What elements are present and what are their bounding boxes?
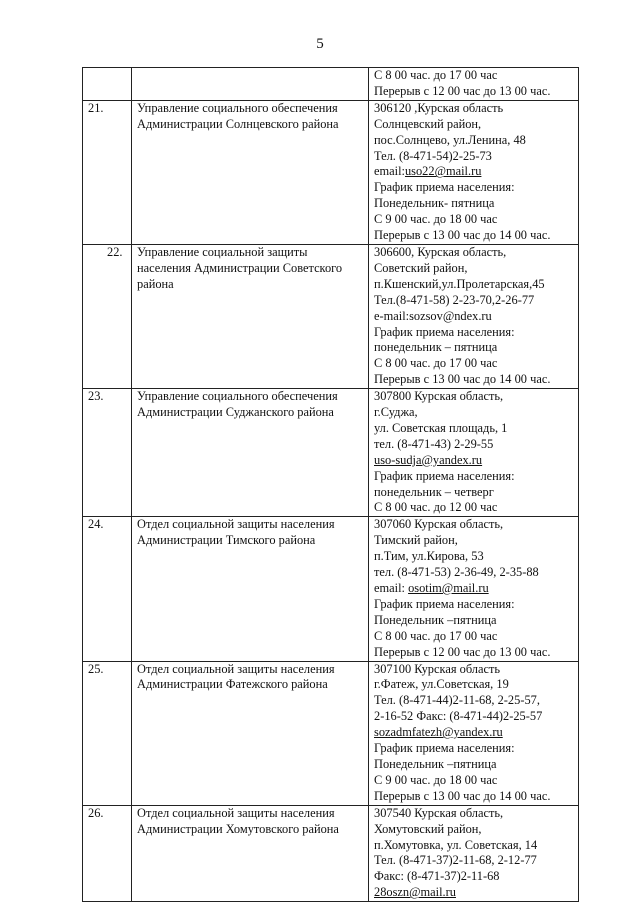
- contact-line: График приема населения:: [374, 180, 515, 195]
- contact-line: 307540 Курская область,: [374, 805, 504, 820]
- organization-name-line: района: [137, 276, 174, 291]
- email-line: [374, 453, 574, 469]
- organization-name-line: Отдел социальной защиты населения: [137, 517, 335, 532]
- table-row: [83, 517, 579, 661]
- contact-details: [369, 100, 579, 244]
- organization-name-line: Администрации Солнцевского района: [137, 116, 339, 131]
- table-row: [83, 389, 579, 517]
- contact-line: Солнцевский район,: [374, 116, 482, 131]
- organization-name-line: Администрации Тимского района: [137, 533, 316, 548]
- organization-name-line: Администрации Фатежского района: [137, 677, 328, 692]
- contact-line: понедельник – четверг: [374, 484, 494, 499]
- email-prefix: email:: [374, 164, 405, 179]
- organization-name: [132, 389, 369, 517]
- contact-details: [369, 805, 579, 901]
- email-link[interactable]: 28oszn@mail.ru: [374, 885, 456, 900]
- row-number: 24.: [83, 517, 132, 661]
- contact-line: 307060 Курская область,: [374, 517, 504, 532]
- contact-line: тел. (8-471-43) 2-29-55: [374, 436, 494, 451]
- row-number: 26.: [83, 805, 132, 901]
- contact-line: График приема населения:: [374, 324, 515, 339]
- contact-line: С 8 00 час. до 17 00 час: [374, 68, 498, 82]
- contact-details: [369, 244, 579, 388]
- contact-line: ул. Советская площадь, 1: [374, 420, 508, 435]
- contact-line: Факс: (8-471-37)2-11-68: [374, 869, 500, 884]
- email-link[interactable]: uso-sudja@yandex.ru: [374, 452, 483, 467]
- organization-name-line: Управление социального обеспечения: [137, 100, 338, 115]
- contact-line: 2-16-52 Факс: (8-471-44)2-25-57: [374, 709, 543, 724]
- contact-line: тел. (8-471-53) 2-36-49, 2-35-88: [374, 565, 539, 580]
- organization-name: [132, 517, 369, 661]
- contact-line: Перерыв с 12 00 час до 13 00 час.: [374, 644, 551, 659]
- contact-line: Тел. (8-471-54)2-25-73: [374, 148, 492, 163]
- contact-details: [369, 661, 579, 805]
- table-row: [83, 661, 579, 805]
- row-number: 21.: [83, 100, 132, 244]
- contact-line: Понедельник –пятница: [374, 612, 497, 627]
- contact-line: С 8 00 час. до 12 00 час: [374, 500, 498, 515]
- contact-line: Тел. (8-471-44)2-11-68, 2-25-57,: [374, 693, 540, 708]
- contact-line: Тел. (8-471-37)2-11-68, 2-12-77: [374, 853, 537, 868]
- contact-line: График приема населения:: [374, 741, 515, 756]
- contact-line: Понедельник –пятница: [374, 756, 497, 771]
- contact-line: п.Хомутовка, ул. Советская, 14: [374, 837, 538, 852]
- organization-name-line: Администрации Суджанского района: [137, 405, 334, 420]
- page-number: 5: [316, 36, 324, 52]
- contact-line: Перерыв с 12 00 час до 13 00 час.: [374, 83, 551, 98]
- contact-details: [369, 68, 579, 101]
- contact-line: 306120 ,Курская область: [374, 100, 504, 115]
- contact-line: С 9 00 час. до 18 00 час: [374, 772, 498, 787]
- contact-line: 306600, Курская область,: [374, 244, 507, 259]
- contact-line: График приема населения:: [374, 596, 515, 611]
- row-number: 22.: [83, 244, 132, 388]
- contact-line: понедельник – пятница: [374, 340, 498, 355]
- contact-line: Тимский район,: [374, 533, 458, 548]
- contact-line: Советский район,: [374, 260, 468, 275]
- email-line: [374, 581, 574, 597]
- contact-line: Хомутовский район,: [374, 821, 482, 836]
- contact-line: 307800 Курская область,: [374, 389, 504, 404]
- contact-line: 307100 Курская область: [374, 661, 501, 676]
- contact-line: e-mail:sozsov@ndex.ru: [374, 308, 492, 323]
- contact-line: пос.Солнцево, ул.Ленина, 48: [374, 132, 526, 147]
- email-line: [374, 725, 574, 741]
- organization-name-line: Управление социального обеспечения: [137, 389, 338, 404]
- table-row: [83, 100, 579, 244]
- table-row: [83, 244, 579, 388]
- organization-name: [132, 68, 369, 101]
- contact-line: п.Кшенский,ул.Пролетарская,45: [374, 276, 545, 291]
- table-row: [83, 805, 579, 901]
- contact-line: Тел.(8-471-58) 2-23-70,2-26-77: [374, 292, 535, 307]
- organization-name: [132, 100, 369, 244]
- contact-line: Перерыв с 13 00 час до 14 00 час.: [374, 372, 551, 387]
- contact-line: г.Фатеж, ул.Советская, 19: [374, 677, 509, 692]
- contact-line: п.Тим, ул.Кирова, 53: [374, 549, 484, 564]
- contact-line: С 8 00 час. до 17 00 час: [374, 628, 498, 643]
- contact-line: Перерыв с 13 00 час до 14 00 час.: [374, 228, 551, 243]
- organization-name: [132, 805, 369, 901]
- organization-name-line: Отдел социальной защиты населения: [137, 661, 335, 676]
- row-number: 25.: [83, 661, 132, 805]
- contact-line: С 9 00 час. до 18 00 час: [374, 212, 498, 227]
- organization-name-line: Администрации Хомутовского района: [137, 821, 339, 836]
- email-prefix: email:: [374, 581, 409, 595]
- contacts-table: [82, 67, 579, 902]
- email-link[interactable]: osotim@mail.ru: [408, 581, 489, 595]
- contact-line: г.Суджа,: [374, 405, 418, 420]
- organization-name: [132, 244, 369, 388]
- contact-line: График приема населения:: [374, 468, 515, 483]
- contact-line: Понедельник- пятница: [374, 196, 495, 211]
- table-body: [83, 68, 579, 902]
- email-line: [374, 885, 574, 901]
- organization-name-line: Отдел социальной защиты населения: [137, 805, 335, 820]
- contact-line: С 8 00 час. до 17 00 час: [374, 356, 498, 371]
- contact-details: [369, 517, 579, 661]
- organization-name: [132, 661, 369, 805]
- contact-details: [369, 389, 579, 517]
- email-line: [374, 164, 574, 180]
- email-link[interactable]: sozadmfatezh@yandex.ru: [374, 725, 503, 740]
- organization-name-line: населения Администрации Советского: [137, 260, 343, 275]
- row-number: [83, 68, 132, 101]
- row-number: 23.: [83, 389, 132, 517]
- contact-line: Перерыв с 13 00 час до 14 00 час.: [374, 788, 551, 803]
- table-row: [83, 68, 579, 101]
- email-link[interactable]: uso22@mail.ru: [404, 164, 482, 179]
- organization-name-line: Управление социальной защиты: [137, 244, 308, 259]
